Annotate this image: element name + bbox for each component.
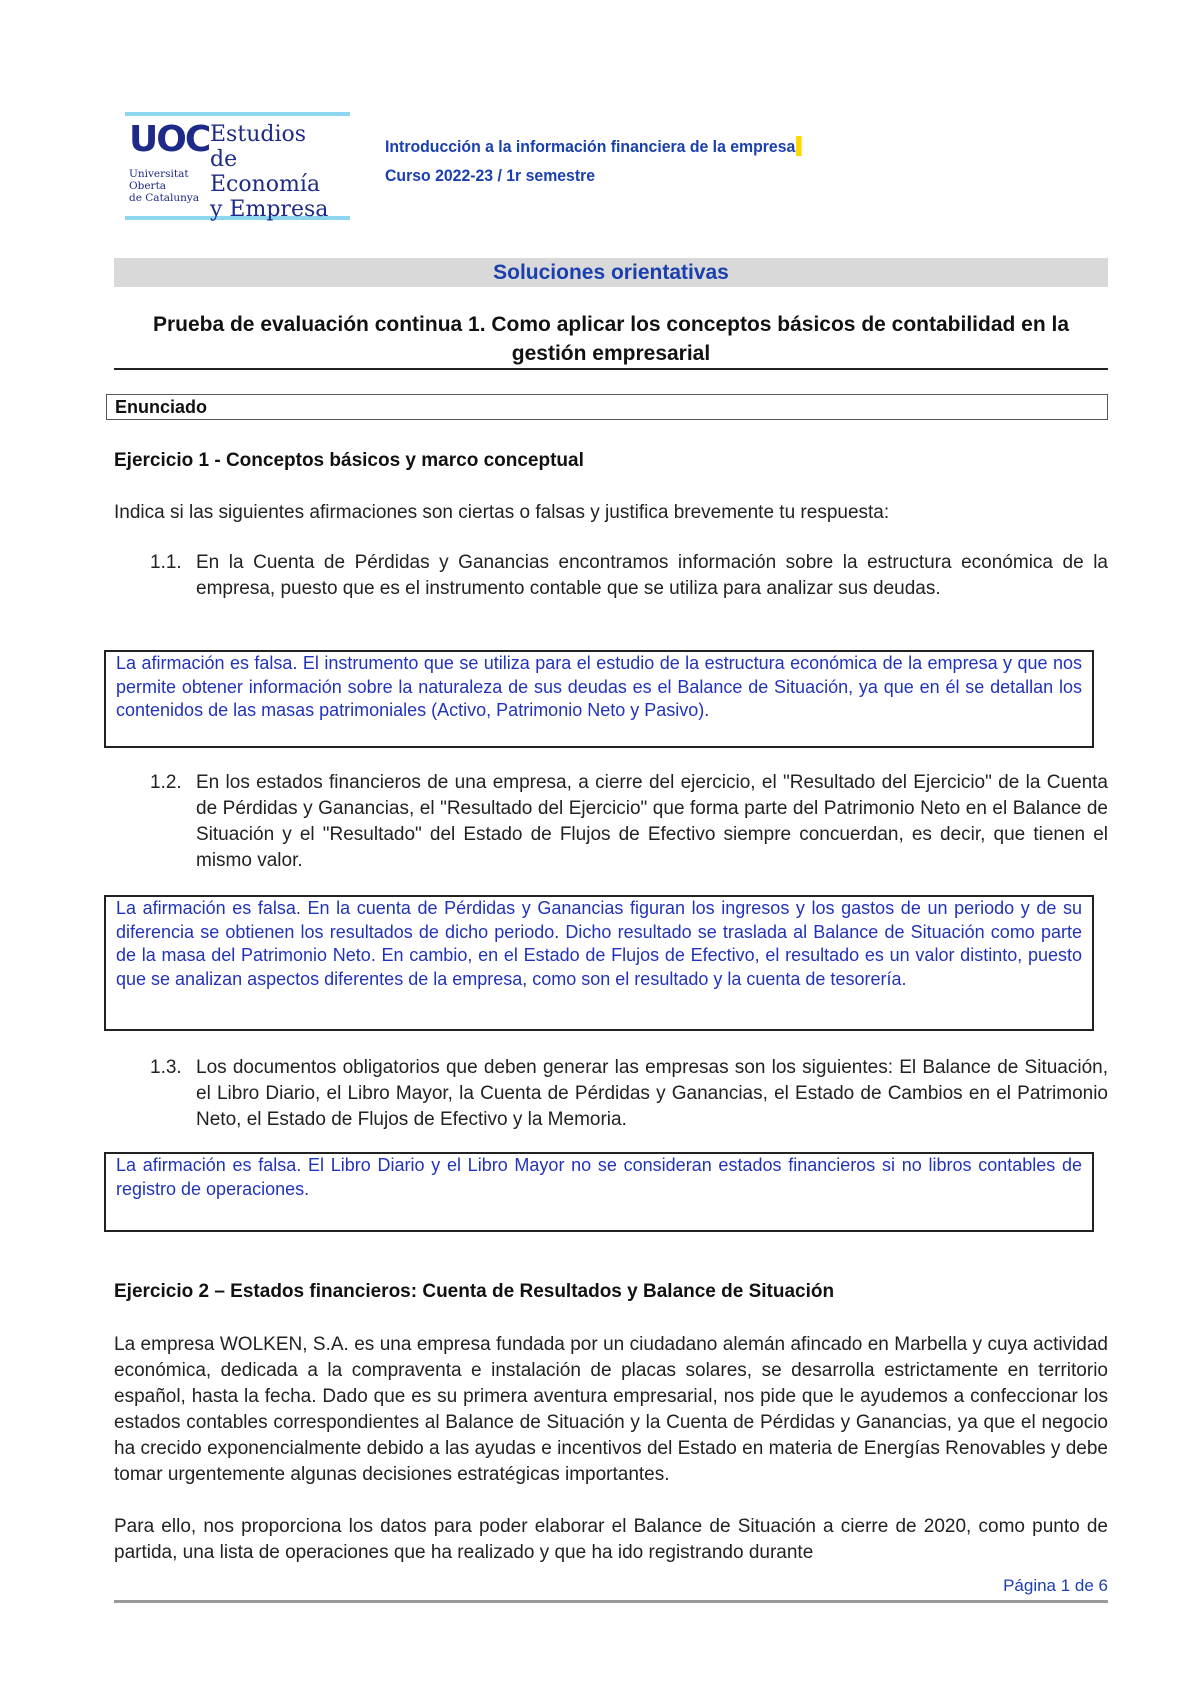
title-divider — [114, 368, 1108, 370]
course-term: Curso 2022-23 / 1r semestre — [385, 166, 596, 185]
question-number: 1.2. — [150, 772, 182, 793]
answer-box-1-3: La afirmación es falsa. El Libro Diario y el Libro Mayor no se consideran estados financieros si no libros contables de registro de operaciones. — [104, 1152, 1094, 1232]
answer-box-1-2: La afirmación es falsa. En la cuenta de Pérdidas y Ganancias figuran los ingresos y los gastos de un periodo y de su diferencia se obtienen los resultados de dicho periodo. Dicho resultado se traslada al Balance de Situación como parte de la masa del Patrimonio Neto. En cambio, en el Estado de Flujos de Efectivo, el resultado es un valor distinto, puesto que se analizan aspectos diferentes de la empresa, como son el resultado y la cuenta de tesorería. — [104, 895, 1094, 1031]
uoc-logo — [125, 112, 350, 220]
exercise1-intro: Indica si las siguientes afirmaciones son ciertas o falsas y justifica brevemente tu respuesta: — [114, 502, 890, 523]
logo-university-name: Universitat Oberta de Catalunya — [129, 168, 200, 204]
question-text: En la Cuenta de Pérdidas y Ganancias encontramos información sobre la estructura económica de la empresa, puesto que es el instrumento contable que se utiliza para analizar sus deudas. — [196, 552, 1108, 599]
document-title: Prueba de evaluación continua 1. Como aplicar los conceptos básicos de contabilidad en la gestión empresarial — [152, 313, 1070, 365]
text-cursor — [796, 136, 802, 156]
question-text: Los documentos obligatorios que deben generar las empresas son los siguientes: El Balance de Situación, el Libro Diario, el Libro Mayor, la Cuenta de Pérdidas y Ganancias, el Estado de Cambios en el Patrimonio Neto, el Estado de Flujos de Efectivo y la Memoria. — [196, 1057, 1108, 1130]
question-number: 1.1. — [150, 552, 182, 573]
exercise2-paragraph: La empresa WOLKEN, S.A. es una empresa fundada por un ciudadano alemán afincado en Marbella y cuya actividad económica, dedicada a la compraventa e instalación de placas solares, se desarrolla estrictamente en territorio español, hasta la fecha. Dado que es su primera aventura empresarial, nos pide que le ayudemos a confeccionar los estados contables correspondientes al Balance de Situación y la Cuenta de Pérdidas y Ganancias, ya que el negocio ha crecido exponencialmente debido a las ayudas e incentivos del Estado en materia de Energías Renovables y debe tomar urgentemente algunas decisiones estratégicas importantes. — [114, 1334, 1108, 1485]
answer-box-1-1: La afirmación es falsa. El instrumento que se utiliza para el estudio de la estructura económica de la empresa y que nos permite obtener información sobre la naturaleza de sus deudas es el Balance de Situación, ya que en él se detallan los contenidos de las masas patrimoniales (Activo, Patrimonio Neto y Pasivo). — [104, 650, 1094, 748]
question-text: En los estados financieros de una empresa, a cierre del ejercicio, el "Resultado del Ejercicio" de la Cuenta de Pérdidas y Ganancias, el "Resultado del Ejercicio" que forma parte del Patrimonio Neto en el Balance de Situación y el "Resultado" del Estado de Flujos de Efectivo siempre concuerdan, es decir, que tienen el mismo valor. — [196, 772, 1108, 871]
question-1-2 — [150, 770, 1108, 874]
section-label: Enunciado — [106, 394, 1108, 420]
page-number: Página 1 de 6 — [1003, 1576, 1108, 1595]
footer-divider — [114, 1600, 1108, 1603]
exercise1-heading: Ejercicio 1 - Conceptos básicos y marco conceptual — [114, 450, 584, 471]
exercise2-heading: Ejercicio 2 – Estados financieros: Cuenta de Resultados y Balance de Situación — [114, 1281, 835, 1302]
question-number: 1.3. — [150, 1057, 182, 1078]
logo-studies-name: Estudios de Economía y Empresa — [210, 122, 329, 222]
exercise2-paragraph: Para ello, nos proporciona los datos para poder elaborar el Balance de Situación a cierre de 2020, como punto de partida, una lista de operaciones que ha realizado y que ha ido registrando durante — [114, 1516, 1108, 1563]
question-1-3 — [150, 1055, 1108, 1133]
logo-uoc-mark: UOC — [129, 119, 210, 160]
question-1-1 — [150, 550, 1108, 602]
course-title: Introducción a la información financiera de la empresa — [385, 136, 802, 157]
solutions-banner: Soluciones orientativas — [114, 258, 1108, 287]
